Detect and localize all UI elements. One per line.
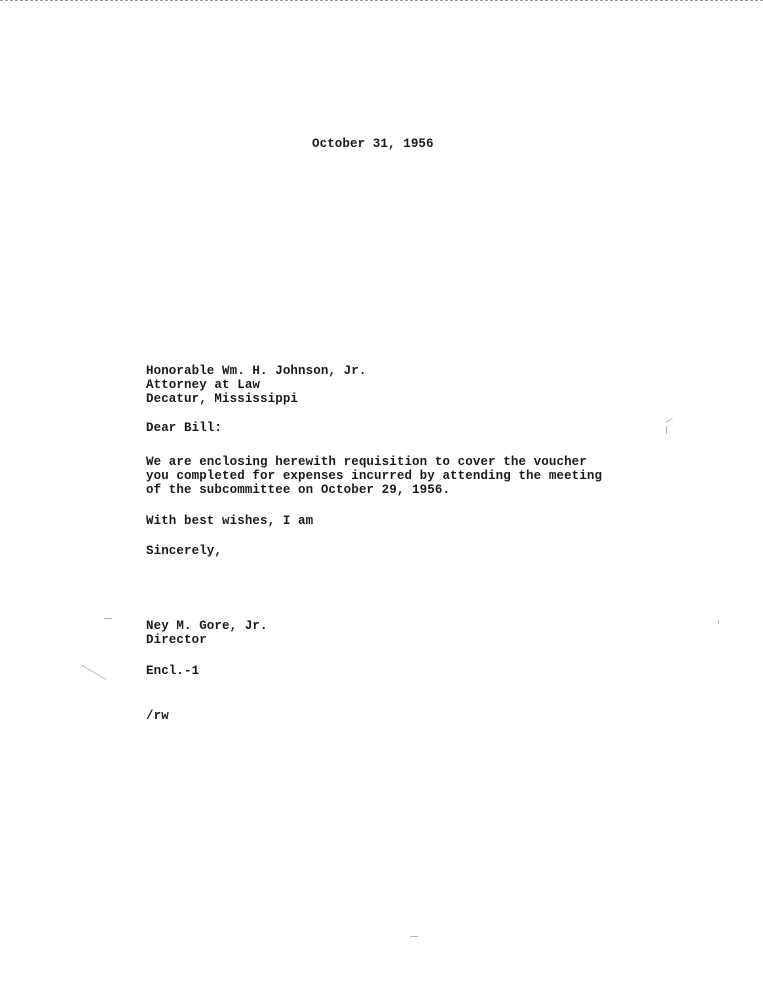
enclosure-note: Encl.-1 [146,664,200,678]
complimentary-close: Sincerely, [146,544,223,558]
recipient-name: Honorable Wm. H. Johnson, Jr. [146,364,367,378]
recipient-location: Decatur, Mississippi [146,392,299,406]
scan-speck [104,618,112,619]
scan-speck [82,665,107,680]
body-line: We are enclosing herewith requisition to cover the voucher [146,455,587,469]
salutation: Dear Bill: [146,421,223,435]
signature-block [146,619,268,647]
letter-body [146,455,602,497]
signer-title: Director [146,633,207,647]
scan-speck [718,620,719,624]
closing-line: With best wishes, I am [146,514,314,528]
page-top-border [0,0,763,3]
signer-name: Ney M. Gore, Jr. [146,619,268,633]
recipient-title: Attorney at Law [146,378,261,392]
typist-initials: /rw [146,709,169,723]
body-line: you completed for expenses incurred by attending the meeting [146,469,603,483]
body-line: of the subcommittee on October 29, 1956. [146,483,451,497]
scan-speck [665,418,672,423]
scan-speck [666,426,667,434]
letter-date: October 31, 1956 [312,137,434,151]
scan-speck [410,936,418,937]
recipient-address [146,364,366,406]
